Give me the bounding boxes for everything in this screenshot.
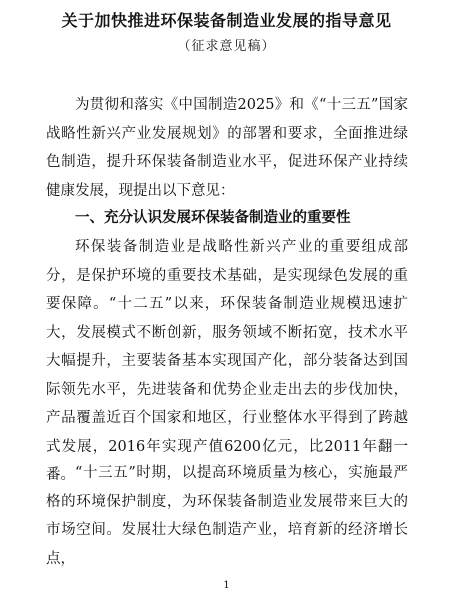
- section-paragraph-2: “十三五”时期，以提高环境质量为核心，实施最严格的环境保护制度，为环保装备制造业发展带来巨大的市场空间。发展壮大绿色制造产业，培育新的经济增长点，: [46, 465, 408, 567]
- document-title: 关于加快推进环保装备制造业发展的指导意见: [61, 11, 392, 30]
- section-heading: 一、充分认识发展环保装备制造业的重要性: [75, 210, 351, 226]
- section-paragraph-1: 环保装备制造业是战略性新兴产业的重要组成部分，是保护环境的重要技术基础，是实现绿色发展的重要保障。“十二五”以来，环保装备制造业规模迅速扩大，发展模式不断创新，服务领域不断拓宽，技术水平大幅提升，主要装备基本实现国产化，部分装备达到国际领先水平，先进装备和优势企业走出去的步伐加快，产品覆盖近百个国家和地区，行业整体水平得到了跨越式发展，2016年实现产值6200亿元，比2011年翻一番。: [46, 239, 408, 483]
- page-number: 1: [223, 580, 230, 591]
- intro-paragraph: 为贯彻和落实《中国制造2025》和《“十三五”国家战略性新兴产业发展规划》的部署和要求，全面推进绿色制造，提升环保装备制造业水平，促进环保产业持续健康发展，现提出以下意见：: [46, 97, 408, 199]
- document-subtitle: （征求意见稿）: [177, 39, 276, 54]
